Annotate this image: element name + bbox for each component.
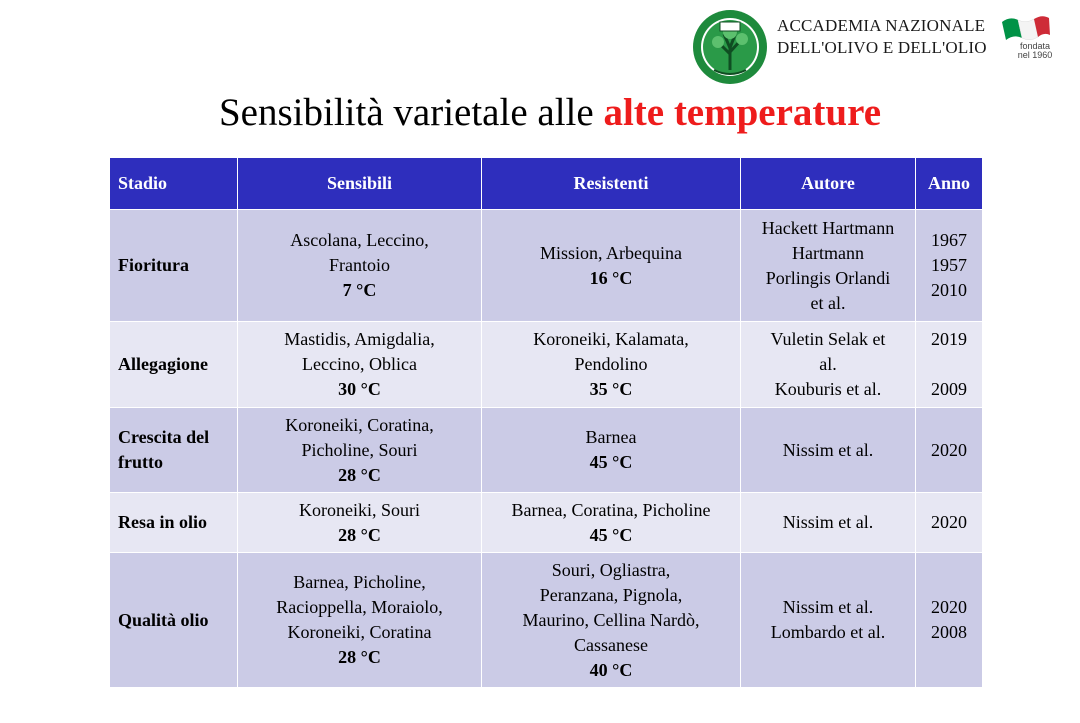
column-header: Autore [741,158,916,210]
variety-line: Peranzana, Pignola, [539,584,683,605]
year-value: 2019 [931,329,967,349]
resistant-cell [482,553,741,688]
title-prefix: Sensibilità varietale alle [218,91,604,134]
temperature-value: 45 °C [589,524,633,545]
year-cell [916,408,983,493]
table-header-row [110,158,983,210]
variety-line: Souri, Ogliastra, [551,559,671,580]
org-line-2: DELL'OLIVO E DELL'OLIO [777,38,987,57]
temperature-value: 40 °C [589,659,633,680]
resistant-cell [482,322,741,408]
stage-cell [110,553,238,688]
sensitive-cell [238,408,482,493]
organization-name [777,15,987,59]
variety-line: Barnea, Coratina, Picholine [511,499,711,520]
slide-title [0,88,1080,138]
temperature-value: 28 °C [338,647,381,667]
resistant-cell [482,210,741,322]
author-cell [741,210,916,322]
stage-cell [110,210,238,322]
variety-line: Barnea [585,427,637,447]
table-row [110,322,983,408]
variety-line: Cassanese [574,634,648,655]
temperature-value: 28 °C [338,524,381,545]
sensitive-cell [238,210,482,322]
author-line: al. [819,354,837,374]
stage-cell [110,322,238,408]
sensitive-cell [238,553,482,688]
year-cell [916,553,983,688]
sensitive-cell [238,493,482,553]
variety-line: Barnea, Picholine, [293,572,426,592]
author-line: Lombardo et al. [770,622,886,642]
table-row [110,408,983,493]
variety-line: Mission, Arbequina [540,242,682,263]
column-header: Sensibili [238,158,482,210]
stage-cell [110,493,238,553]
author-cell [741,553,916,688]
variety-line: Koroneiki, Coratina [287,622,432,642]
temperature-value: 30 °C [338,379,381,399]
variety-line: Picholine, Souri [301,439,418,460]
sensitivity-table [109,157,983,688]
stage-label: Qualità olio [118,609,209,630]
year-value: 2008 [931,622,967,642]
author-line: Hartmann [792,242,864,263]
column-header: Resistenti [482,158,741,210]
year-value: 2020 [931,512,967,532]
founded-line-1: fondata [1019,41,1051,51]
author-line: et al. [810,292,846,313]
author-line: Kouburis et al. [774,379,882,399]
stage-cell [110,408,238,493]
resistant-cell [482,493,741,553]
variety-line: Koroneiki, Souri [299,499,420,520]
author-line: Nissim et al. [782,439,874,460]
year-value: 2020 [931,597,967,617]
temperature-value: 35 °C [589,379,633,399]
variety-line: Mastidis, Amigdalia, [284,329,435,349]
variety-line: Maurino, Cellina Nardò, [522,609,700,630]
author-line: Nissim et al. [782,512,874,532]
org-line-1: ACCADEMIA NAZIONALE [777,16,986,35]
table-row [110,493,983,553]
author-line: Nissim et al. [782,597,874,617]
stage-label: Crescita del [118,427,210,447]
resistant-cell [482,408,741,493]
year-cell [916,210,983,322]
stage-label: frutto [118,452,163,472]
variety-line: Ascolana, Leccino, [290,230,429,250]
author-line: Vuletin Selak et [770,329,886,349]
stage-label: Fioritura [118,255,189,275]
year-value: 2009 [931,379,967,399]
temperature-value: 28 °C [338,464,381,485]
italian-flag-icon [1000,14,1052,44]
stage-label: Resa in olio [118,512,208,532]
variety-line: Koroneiki, Kalamata, [533,329,689,349]
author-line: Porlingis Orlandi [765,267,891,288]
year-cell [916,322,983,408]
temperature-value: 7 °C [342,280,377,300]
sensitive-cell [238,322,482,408]
year-value: 2010 [931,280,967,300]
temperature-value: 16 °C [589,267,633,288]
year-cell [916,493,983,553]
author-cell [741,408,916,493]
founded-note [1010,42,1060,60]
author-cell [741,493,916,553]
table-row [110,210,983,322]
temperature-value: 45 °C [589,452,633,472]
stage-label: Allegagione [118,354,208,374]
variety-line: Frantoio [329,255,390,275]
year-value: 2020 [931,439,967,460]
table-row [110,553,983,688]
title-highlight: alte temperature [603,91,882,134]
year-value: 1957 [931,255,967,275]
variety-line: Koroneiki, Coratina, [285,414,434,435]
olive-tree-seal-icon [690,8,770,86]
year-value: 1967 [931,230,967,250]
column-header: Stadio [110,158,238,210]
variety-line: Racioppella, Moraiolo, [276,597,443,617]
variety-line: Pendolino [574,354,648,374]
column-header: Anno [916,158,983,210]
variety-line: Leccino, Oblica [302,354,417,374]
author-cell [741,322,916,408]
founded-line-2: nel 1960 [1017,50,1053,60]
author-line: Hackett Hartmann [761,217,895,238]
